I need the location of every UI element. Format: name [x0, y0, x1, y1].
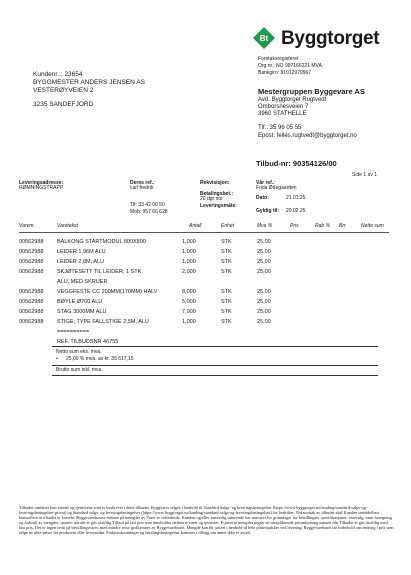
your-ref-value: carl fredrik	[130, 185, 154, 191]
item-no: 00562988	[19, 249, 44, 255]
col-brr: Brr	[339, 223, 346, 229]
delivery-address-label: Leveringsadresse:	[19, 180, 64, 186]
company-org-nr: Org.nr.: NO 997166221 MVA	[258, 63, 322, 69]
item-vat: 25,00	[257, 319, 271, 325]
date-value: 21.01.25	[286, 195, 306, 201]
item-quantity: 1,000	[182, 319, 196, 325]
item-no: 00562988	[19, 289, 44, 295]
items-table	[19, 222, 389, 347]
totals-divider	[52, 375, 378, 376]
item-quantity: 8,000	[182, 289, 196, 295]
customer-tel: Tlf: 33 42 00 50	[130, 202, 165, 208]
your-ref-label: Deres ref.:	[130, 180, 155, 186]
table-row	[19, 287, 389, 297]
item-vat: 25,00	[257, 249, 271, 255]
sender-phone: Tlf.: 35 96 05 55	[258, 125, 302, 131]
sender-city: 3960 STATHELLE	[258, 111, 307, 117]
table-row	[19, 317, 389, 327]
item-vat: 25,00	[257, 259, 271, 265]
table-row	[19, 267, 389, 277]
gross-sum-label: Brutto sum inkl. mva.	[56, 367, 103, 373]
item-quantity: 1,000	[182, 239, 196, 245]
item-description: STAG 3000MM ALU	[57, 309, 107, 315]
customer-mob: Mob: 957 66 628	[130, 209, 168, 215]
requisition-label: Rekvisisjon:	[200, 180, 230, 186]
item-vat: 25,00	[257, 239, 271, 245]
item-quantity: 5,000	[182, 299, 196, 305]
item-no: 00562988	[19, 309, 44, 315]
company-registry: Foretaksregisteret	[258, 56, 299, 62]
item-quantity: 1,000	[182, 259, 196, 265]
net-sum-label: Netto sum eks. mva.	[56, 349, 102, 355]
our-ref-value: Frida Ødegaarden	[256, 185, 297, 191]
valid-until-value: 20.02.25	[286, 208, 306, 214]
col-vat: Mva %	[257, 223, 273, 229]
customer-name: BYGGMESTER ANDERS JENSEN AS	[33, 79, 145, 86]
totals-divider	[52, 346, 378, 347]
col-description: Varetekst	[57, 223, 78, 229]
item-no: 00562988	[19, 299, 44, 305]
item-unit: STK	[221, 269, 232, 275]
table-row	[19, 277, 389, 287]
sender-dept: Avd. Byggtorget Rugtvedt	[258, 97, 327, 103]
offer-number: Tilbud-nr: 90354126/00	[256, 159, 337, 168]
vat-bullet-icon: •	[56, 356, 58, 362]
item-unit: STK	[221, 259, 232, 265]
totals-divider	[52, 365, 378, 366]
item-no: 00562988	[19, 319, 44, 325]
payment-terms-value: 20 dgr nto	[200, 196, 223, 202]
customer-street: VESTERØYVEIEN 2	[33, 87, 94, 94]
separator-text: ==========	[57, 329, 90, 335]
item-quantity: 2,000	[182, 269, 196, 275]
item-description: BØYLE Ø700 ALU	[57, 299, 103, 305]
col-discount: Rab %	[315, 223, 331, 229]
vat-line: 25,00 % mva. av kr. 35 617,15	[66, 356, 134, 362]
item-unit: STK	[221, 289, 232, 295]
item-description: ALU, MED SKRUER	[57, 279, 108, 285]
col-quantity: Antall	[189, 223, 202, 229]
item-no: 00562988	[19, 259, 44, 265]
item-vat: 25,00	[257, 299, 271, 305]
company-name: Byggtorget	[281, 28, 380, 49]
table-row	[19, 297, 389, 307]
item-description: STIGE, TYPE FALLSTIGE 2,5M, ALU	[57, 319, 149, 325]
sender-street: Omborsnesveien 7	[258, 104, 309, 110]
table-row	[19, 237, 389, 247]
item-unit: STK	[221, 299, 232, 305]
sender-email: Epost: felles.rugtvedt@byggtorget.no	[258, 133, 357, 139]
our-ref-label: Vår ref.:	[256, 180, 275, 186]
table-row	[19, 307, 389, 317]
item-no: 00562988	[19, 269, 44, 275]
valid-until-label: Gyldig til:	[256, 208, 280, 214]
item-unit: STK	[221, 309, 232, 315]
col-net-sum: Netto sum	[361, 223, 384, 229]
byggtorget-logo-icon	[253, 27, 275, 49]
table-row	[19, 247, 389, 257]
item-vat: 25,00	[257, 309, 271, 315]
logo-letters: Bt	[259, 34, 269, 43]
payment-terms-label: Betalingsbet.:	[200, 191, 234, 197]
delivery-method-label: Leveringsmåte:	[200, 203, 237, 209]
item-unit: STK	[221, 239, 232, 245]
item-unit: STK	[221, 319, 232, 325]
col-price: Pris	[290, 223, 299, 229]
item-description: BALKONG STARTMODUL 800X800	[57, 239, 146, 245]
col-unit: Enhet	[221, 223, 235, 229]
page-indicator: Side 1 av 1	[352, 172, 378, 178]
table-row	[19, 327, 389, 337]
col-item-no: Varenr.	[19, 223, 36, 229]
date-label: Dato:	[256, 195, 269, 201]
item-no: 00562988	[19, 239, 44, 245]
sender-name: Mestergruppen Byggevare AS	[258, 87, 365, 96]
item-description: SKJØTESETT TIL LEIDER, 1 STK	[57, 269, 142, 275]
item-description: LEIDER 1,96M ALU	[57, 249, 106, 255]
customer-city: 3235 SANDEFJORD	[33, 101, 94, 108]
item-unit: STK	[221, 249, 232, 255]
item-quantity: 1,000	[182, 249, 196, 255]
item-vat: 25,00	[257, 269, 271, 275]
item-vat: 25,00	[257, 289, 271, 295]
customer-number: Kundenr.:: 23654	[33, 71, 83, 78]
item-quantity: 7,000	[182, 309, 196, 315]
delivery-address-value: RØMNINGSTRAPP	[19, 185, 64, 191]
item-description: LEIDER 2,8M, ALU	[57, 259, 105, 265]
table-row	[19, 257, 389, 267]
table-header	[19, 222, 389, 233]
item-description: VEGGFESTE CC 200MM(170MM) HALV	[57, 289, 158, 295]
offer-reference: REF. TILBUDSNR 46755	[57, 339, 119, 345]
company-bankgiro: Bankgiro: 81012979967	[258, 70, 312, 76]
terms-text: Tilbudet omfatter kun varene og tjenestene som er beskrevet i dette tilbudet. Byggvarer selges i henhold til Standard Salgs- og leveringsbetingelser (https://www.byggtorget.no/landing/standard-salgs-og-leveringsbetingelser-privat) og Standard salgs- og leveringsbetingelser (https://www.byggtorget.no/landing/standard-salgs-og-leveringsbetingelser) for bedrifter. Ved mottak av tilbudet skal Kunden umiddelbart kontrollere at tilbudet er korrekt. Byggevarebasets estimat på mengder av Varer er veiledende. Kunden og/eller ansvarlig utførende har ansvaret for grunnlaget for bestillingen, spesifikasjoner, varevalg, samt beregning og forbruk av mengder, uansett når det er gitt skriftlig Tilbud på fast pris som inneholder definerte varer og tjenester. Estimerte mengder utgjør en ulorpliktende prisantydning uansett når Tilbudet er gitt skriftlig med fast pris. Det er ingen retur på bestillingsvarer, med mindre retur godkjennes av Byggevarehuset. Mengde kan bli justert i henhold til hele plater/pakker ved levering. Byggevarehuset tar forbehold om endring i pris som følge av økte priser fra produsent eller leverandør. Fraktomkostninger og betalingsbetingelser kommer i tillegg om annet ikke er avtalt.	[19, 505, 394, 536]
